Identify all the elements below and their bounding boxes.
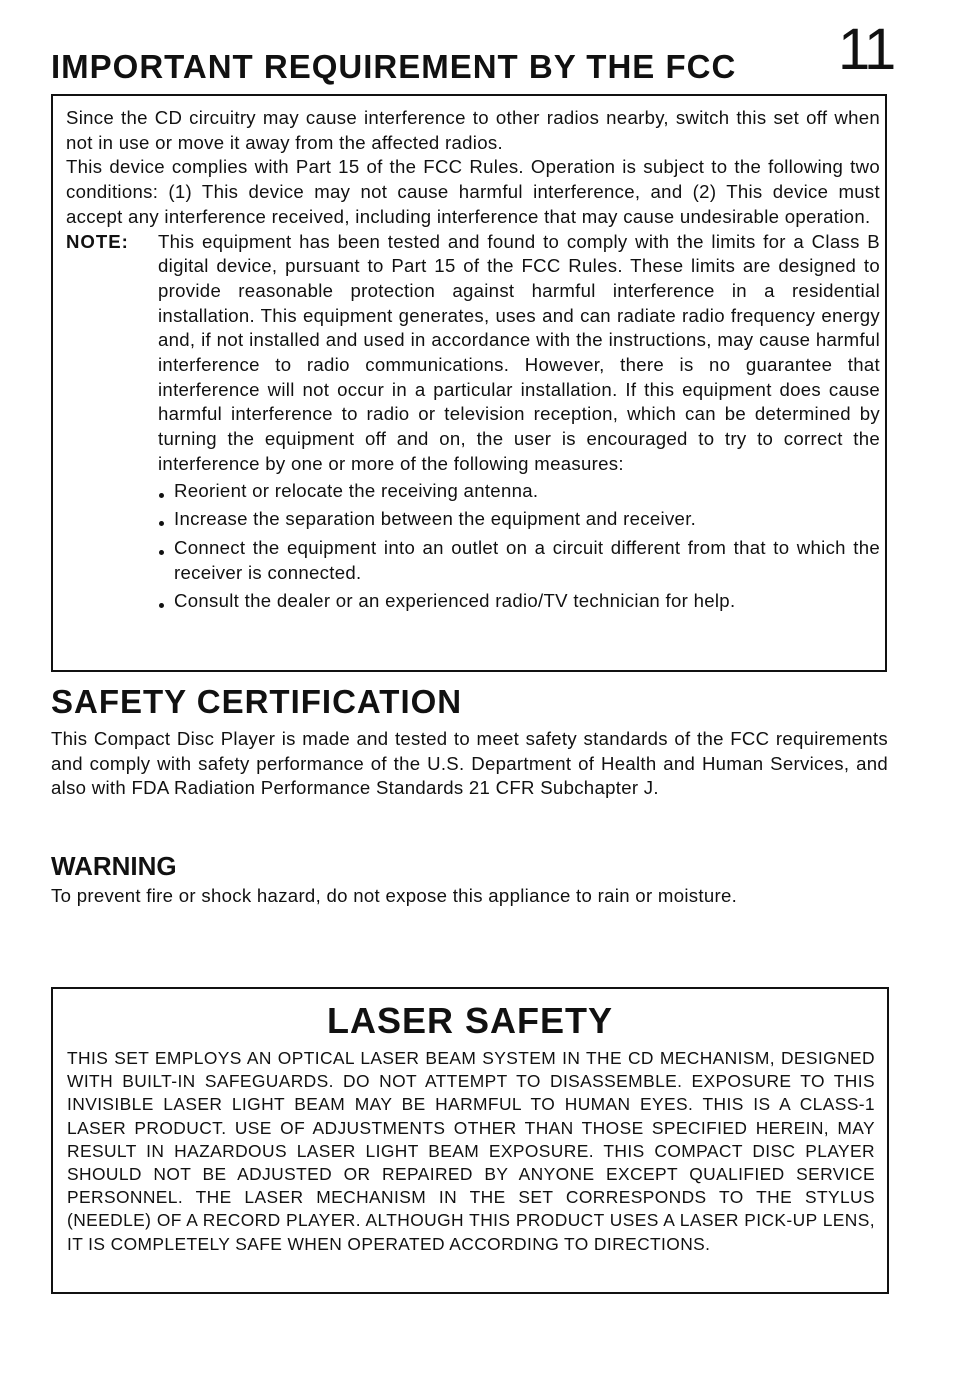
measures-list xyxy=(66,479,880,615)
fcc-paragraph-compliance: This device complies with Part 15 of the FCC Rules. Operation is subject to the following two conditions: (1) This device may not cause harmful interference, and (2) This device must accept any interference received, including interference that may cause undesirable operation. xyxy=(66,156,880,227)
fcc-notice-box xyxy=(51,94,887,672)
laser-safety-text: THIS SET EMPLOYS AN OPTICAL LASER BEAM SYSTEM IN THE CD MECHANISM, DESIGNED WITH BUILT-IN SAFEGUARDS. DO NOT ATTEMPT TO DISASSEMBLE. EXPOSURE TO THIS INVISIBLE LASER LIGHT BEAM MAY BE HARMFUL TO HUMAN EYES. THIS IS A CLASS-1 LASER PRODUCT. USE OF ADJUSTMENTS OTHER THAN THOSE SPECIFIED HEREIN, MAY RESULT IN HAZARDOUS LASER LIGHT BEAM EXPOSURE. THIS COMPACT DISC PLAYER SHOULD NOT BE ADJUSTED OR REPAIRED BY ANYONE EXCEPT QUALIFIED SERVICE PERSONNEL. THE LASER MECHANISM IN THE SET CORRESPONDS TO THE STYLUS (NEEDLE) OF A RECORD PLAYER. ALTHOUGH THIS PRODUCT USES A LASER PICK-UP LENS, IT IS COMPLETELY SAFE WHEN OPERATED ACCORDING TO DIRECTIONS. xyxy=(67,1048,875,1254)
list-item: Consult the dealer or an experienced radio/TV technician for help. xyxy=(158,589,880,614)
list-item: Reorient or relocate the receiving antenna. xyxy=(158,479,880,504)
fcc-note xyxy=(66,230,880,477)
laser-safety-title: LASER SAFETY xyxy=(326,1000,614,1041)
warning-text: To prevent fire or shock hazard, do not expose this appliance to rain or moisture. xyxy=(51,885,738,906)
note-text: This equipment has been tested and found to comply with the limits for a Class B digital device, pursuant to Part 15 of the FCC Rules. These limits are designed to provide reasonable protection against harmful interference in a residential installation. This equipment generates, uses and can radiate radio frequency energy and, if not installed and used in accordance with the instructions, may cause harmful interference to radio communications. However, there is no guarantee that interference will not occur in a particular installation. If this equipment does cause harmful interference to radio or television reception, which can be determined by turning the equipment off and on, the user is encouraged to try to correct the interference by one or more of the following measures: xyxy=(158,230,880,474)
warning-title: WARNING xyxy=(51,851,177,881)
note-label: NOTE: xyxy=(66,230,129,252)
fcc-paragraph-interference: Since the CD circuitry may cause interference to other radios nearby, switch this set off when not in use or move it away from the affected radios. xyxy=(66,107,880,153)
fcc-section-title: IMPORTANT REQUIREMENT BY THE FCC xyxy=(51,48,737,85)
list-item: Connect the equipment into an outlet on a circuit different from that to which the receiver is connected. xyxy=(158,536,880,585)
safety-certification-text: This Compact Disc Player is made and tested to meet safety standards of the FCC requirements and comply with safety performance of the U.S. Department of Health and Human Services, and also with FDA Radiation Performance Standards 21 CFR Subchapter J. xyxy=(51,728,888,799)
fcc-notice-text xyxy=(66,106,880,618)
safety-certification-title: SAFETY CERTIFICATION xyxy=(51,683,463,720)
list-item: Increase the separation between the equipment and receiver. xyxy=(158,507,880,532)
laser-safety-box xyxy=(51,987,889,1294)
page-number: 11 xyxy=(838,17,895,82)
